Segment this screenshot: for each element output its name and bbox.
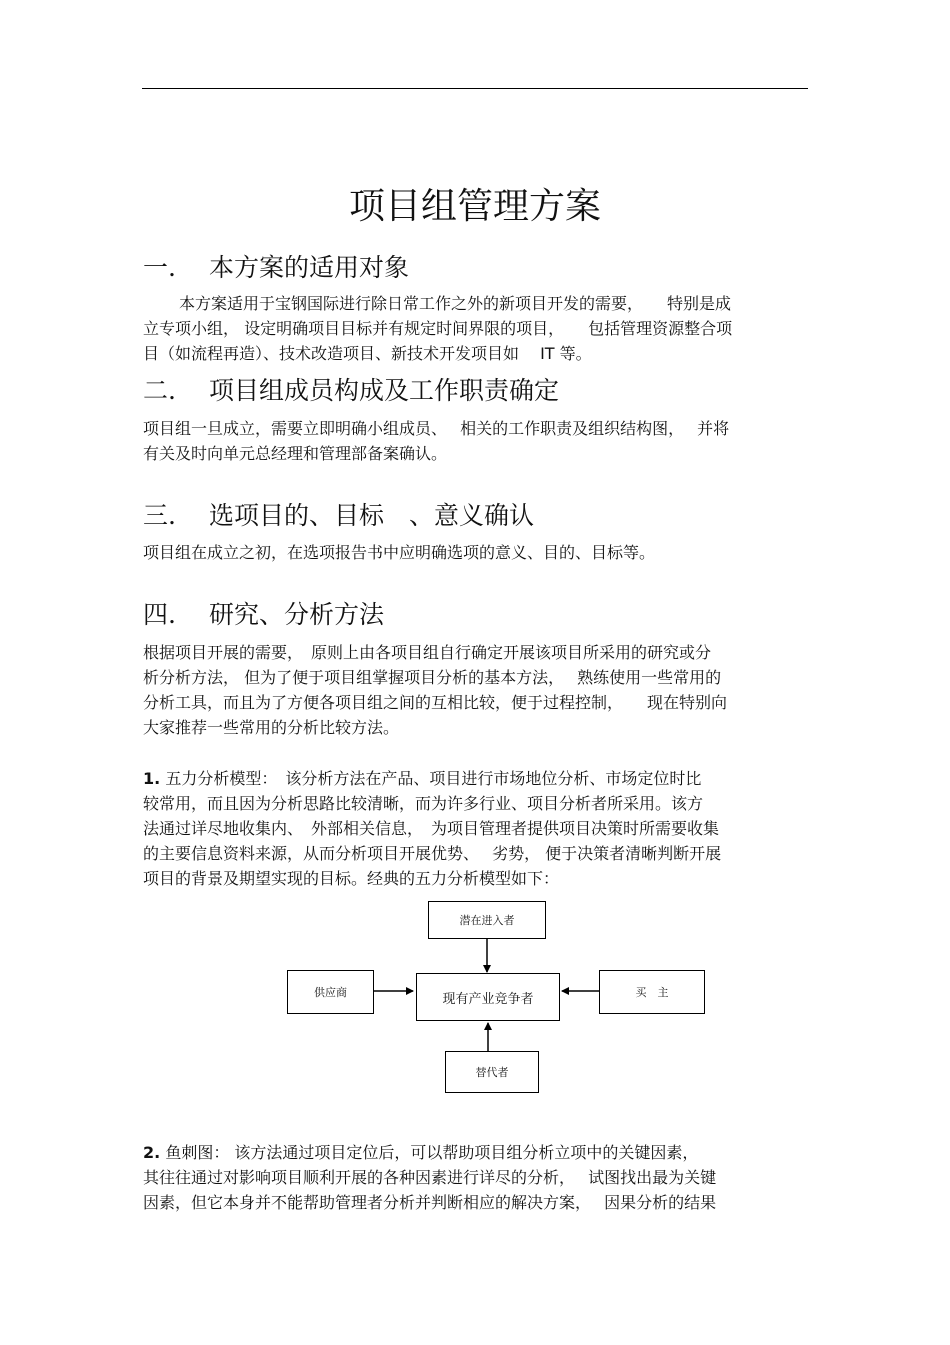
- section-number: 四.: [143, 600, 176, 629]
- text-line: 法通过详尽地收集内、 外部相关信息， 为项目管理者提供项目决策时所需要收集: [143, 819, 720, 838]
- document-title: 项目组管理方案: [348, 186, 601, 227]
- text-line: 项目组一旦成立，需要立即明确小组成员、 相关的工作职责及组织结构图， 并将: [143, 419, 730, 438]
- text-line: 项目组在成立之初，在选项报告书中应明确选项的意义、目的、目标等。: [143, 543, 656, 562]
- section-title: 研究、分析方法: [209, 600, 385, 629]
- method-item-2: [143, 1140, 808, 1215]
- text-line: 立专项小组， 设定明确项目目标并有规定时间界限的项目， 包括管理资源整合项: [143, 319, 733, 338]
- section-number: 一.: [143, 253, 176, 282]
- section-number: 二.: [143, 376, 176, 405]
- section-title: 选项目的、目标 、意义确认: [209, 501, 535, 530]
- text-line: 项目的背景及期望实现的目标。经典的五力分析模型如下：: [143, 869, 560, 888]
- text-line: 分析工具，而且为了方便各项目组之间的互相比较，便于过程控制， 现在特别向: [143, 693, 728, 712]
- text-line: 析分析方法， 但为了便于项目组掌握项目分析的基本方法， 熟练使用一些常用的: [143, 668, 722, 687]
- section-number: 三.: [143, 501, 176, 530]
- box-substitutes: 替代者: [445, 1051, 539, 1093]
- section-title: 本方案的适用对象: [209, 253, 410, 282]
- text-line: 五力分析模型： 该分析方法在产品、项目进行市场地位分析、市场定位时比: [165, 769, 702, 788]
- text-line: 因素，但它本身并不能帮助管理者分析并判断相应的解决方案， 因果分析的结果: [143, 1193, 717, 1212]
- text-line: 目（如流程再造）、技术改造项目、新技术开发项目如 IT 等。: [143, 344, 592, 363]
- box-suppliers: 供应商: [287, 970, 374, 1014]
- text-line: 根据项目开展的需要， 原则上由各项目组自行确定开展该项目所采用的研究或分: [143, 643, 712, 662]
- box-buyers: 买 主: [599, 970, 705, 1014]
- item-marker: 1.: [143, 769, 161, 788]
- text-line: 其往往通过对影响项目顺利开展的各种因素进行详尽的分析， 试图找出最为关键: [143, 1168, 717, 1187]
- text-line: 的主要信息资料来源，从而分析项目开展优势、 劣势， 便于决策者清晰判断开展: [143, 844, 722, 863]
- text-line: 本方案适用于宝钢国际进行除日常工作之外的新项目开发的需要， 特别是成: [179, 294, 732, 313]
- text-line: 较常用，而且因为分析思路比较清晰，而为许多行业、项目分析者所采用。该方: [143, 794, 704, 813]
- text-line: 有关及时向单元总经理和管理部备案确认。: [143, 444, 448, 463]
- box-potential-entrants: 潜在进入者: [428, 901, 546, 939]
- box-industry-competitors: 现有产业竞争者: [416, 973, 560, 1021]
- item-marker: 2.: [143, 1143, 161, 1162]
- section-title: 项目组成员构成及工作职责确定: [209, 376, 560, 405]
- text-line: 鱼刺图： 该方法通过项目定位后，可以帮助项目组分析立项中的关键因素，: [165, 1143, 699, 1162]
- text-line: 大家推荐一些常用的分析比较方法。: [143, 718, 400, 737]
